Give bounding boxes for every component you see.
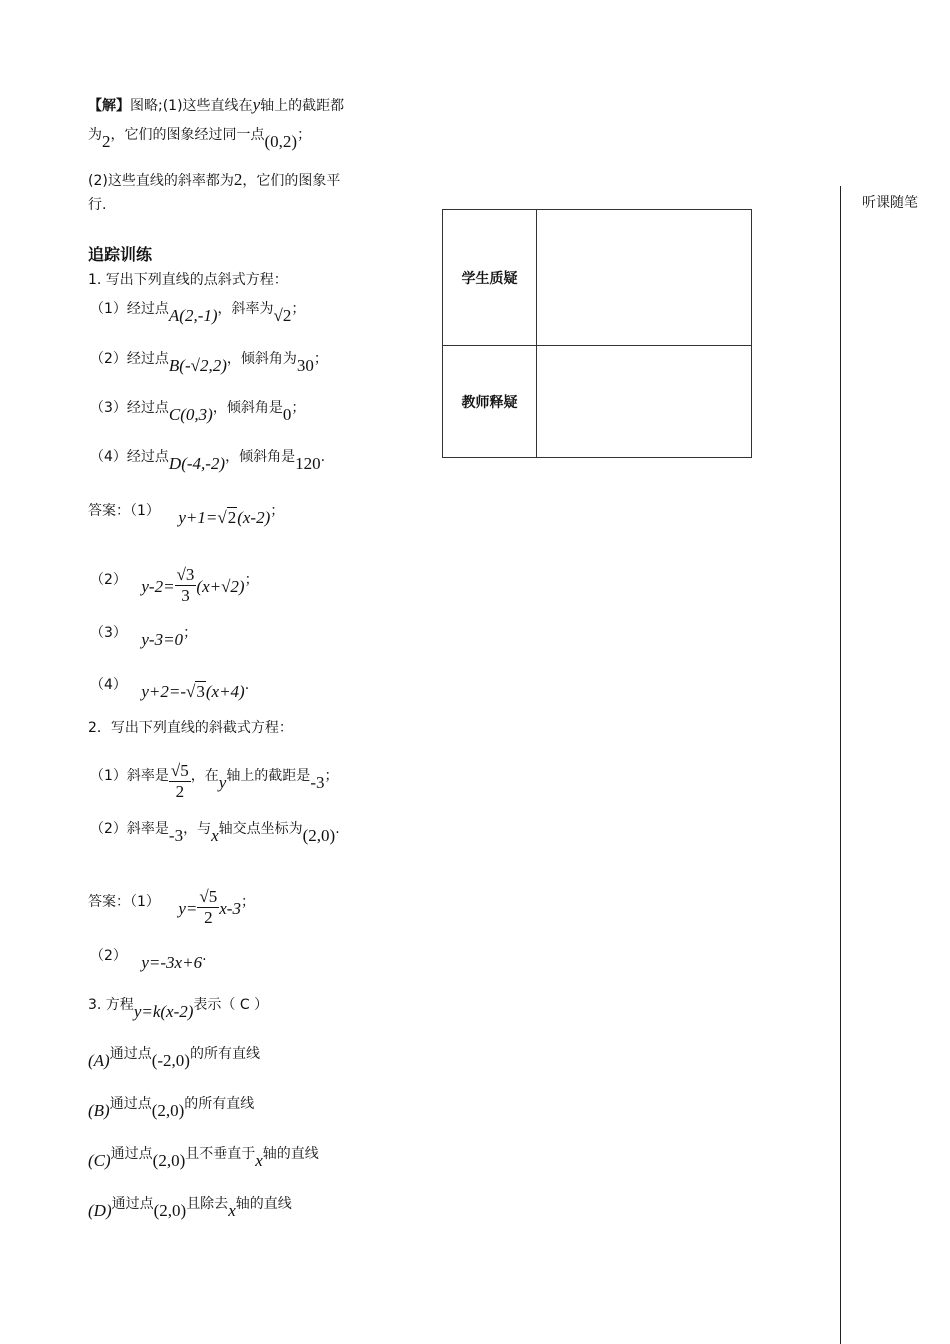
student-question-label: 学生质疑 — [443, 210, 537, 346]
q2-item-1-fraction: $\frac{√5}{2}$ — [170, 761, 189, 801]
q3-option-c: (C)通过点(2,0)且不垂直于x轴的直线 — [88, 1146, 319, 1170]
notes-label: 听课随笔 — [862, 195, 918, 211]
q2-item-2: （2）斜率是-3，与x轴交点坐标为(2,0). — [90, 821, 340, 845]
q1-title: 1. 写出下列直线的点斜式方程： — [88, 272, 288, 288]
teacher-answer-cell — [537, 346, 752, 458]
q3-option-a: (A)通过点(-2,0)的所有直线 — [88, 1046, 260, 1070]
solution-line-3: (2)这些直线的斜率都为2，它们的图象平 — [88, 170, 341, 189]
q1-item-1: （1）经过点A(2,-1)，斜率为√2； — [90, 301, 306, 325]
q1-answer-4: （4） y+2=-√3(x+4). — [90, 677, 250, 701]
q1-item-4: （4）经过点D(-4,-2)，倾斜角是120. — [90, 449, 326, 473]
q2-item-1: （1）斜率是 $\frac{√5}{2}$ ，在y轴上的截距是-3； — [90, 761, 339, 801]
q3-option-d: (D)通过点(2,0)且除去x轴的直线 — [88, 1196, 292, 1220]
q3-stem: 3. 方程y=k(x-2)表示（ C ） — [88, 997, 269, 1021]
q1-item-3: （3）经过点C(0,3)，倾斜角是0； — [90, 400, 306, 424]
q1-answer-3: （3） y-3=0； — [90, 625, 198, 649]
student-question-cell — [537, 210, 752, 346]
q1-item-2: （2）经过点B(-√2,2)，倾斜角为30； — [90, 351, 328, 375]
table-row — [443, 346, 752, 458]
q2-answer-1: 答案：（1） y= $\frac{√5}{2}$ x-3； — [88, 887, 255, 927]
q2-answer-1-fraction: $\frac{√5}{2}$ — [199, 887, 218, 927]
solution-line-1: 【解】图略;(1)这些直线在y轴上的截距都 — [88, 95, 345, 114]
q2-answer-2: （2） y=-3x+6. — [90, 948, 207, 972]
teacher-answer-label: 教师释疑 — [443, 346, 537, 458]
q3-option-b: (B)通过点(2,0)的所有直线 — [88, 1096, 255, 1120]
q1-answer-1: 答案：（1） y+1=√2(x-2)； — [88, 503, 285, 527]
section-title: 追踪训练 — [88, 245, 153, 264]
table-row — [443, 210, 752, 346]
solution-line-2: 为2，它们的图象经过同一点(0,2)； — [88, 127, 312, 151]
q2-title: 2．写出下列直线的斜截式方程： — [88, 720, 293, 736]
question-table — [442, 209, 752, 458]
solution-line-4: 行. — [88, 197, 107, 213]
notes-divider — [840, 186, 841, 1344]
q1-answer-2-fraction: $\frac{√3}{3}$ — [176, 565, 195, 605]
q1-answer-2: （2） y-2= $\frac{√3}{3}$ (x+√2)； — [90, 565, 259, 605]
